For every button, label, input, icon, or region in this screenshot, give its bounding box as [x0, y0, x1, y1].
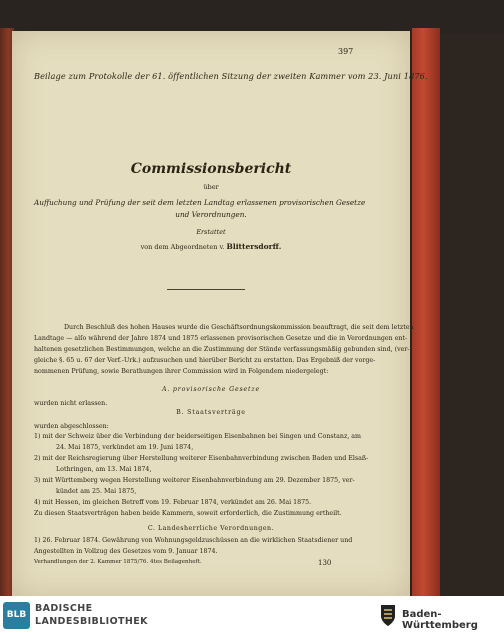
section-c-heading: C. Landesherrliche Verordnungen. — [147, 525, 275, 532]
section-b-line: Zu diesen Staatsverträgen haben beide Kammern, soweit erforderlich, die Zustimmung ertheilt. — [34, 510, 342, 517]
intro-line: Landtage — alſo während der Jahre 1874 und 1875 erlassenen provisorischen Gesetze und die in Verordnungen ent- — [34, 335, 408, 342]
section-b-line: Lothringen, am 13. Mai 1874, — [56, 466, 152, 473]
blb-logo-text: BLB — [6, 610, 27, 620]
section-c-line: 1) 26. Februar 1874. Gewährung von Wohnungsgeldzuschüssen an die wirklichen Staatsdiener und — [34, 537, 353, 544]
header-line: Beilage zum Protokolle der 61. öffentlichen Sitzung der zweiten Kammer vom 23. Juni 1876. — [34, 71, 428, 81]
page-number: 397 — [338, 47, 354, 56]
library-name-line-2: LANDESBIBLIOTHEK — [35, 616, 148, 627]
document-title: Commissionsbericht — [130, 161, 292, 177]
book-background — [440, 34, 504, 596]
state-name: Baden-Württemberg — [402, 609, 478, 631]
section-c-line: Angestellten in Vollzug des Gesetzes vom 9. Januar 1874. — [34, 548, 218, 555]
intro-line: haltenen gesetzlichen Bestimmungen, welche an die Zustimmung der Stände verfassungsmäßig gebunden sind, (ver- — [34, 346, 410, 353]
reporter-prefix: von dem Abgeordneten v. — [140, 243, 225, 251]
intro-line: Durch Beschluß des hohen Hauses wurde die Geschäftsordnungskommission beauftragt, die seit dem letzten — [64, 324, 414, 331]
reporter-name: Blittersdorff. — [226, 242, 282, 251]
section-a-heading: A. provisorische Gesetze — [161, 386, 261, 393]
section-b-intro: wurden abgeschlossen: — [34, 423, 109, 430]
ueber-text: über — [203, 183, 219, 191]
footer-left: Verhandlungen der 2. Kammer 1875/76. 4tes Beilagenheft. — [34, 559, 202, 565]
branding-bar — [0, 596, 504, 634]
section-b-line: 2) mit der Reichsregierung über Herstellung weiterer Eisenbahnverbindung zwischen Baden und Elsaß- — [34, 455, 369, 462]
book-cover-right-edge — [412, 28, 440, 596]
subtitle-line-2: und Verordnungen. — [175, 210, 247, 219]
intro-line: nommenen Prüfung, sowie Berathungen ihrer Commission wird in Folgendem niedergelegt: — [34, 368, 329, 375]
section-b-line: kündet am 25. Mai 1875, — [56, 488, 137, 495]
section-b-heading: B. Staatsverträge — [176, 409, 246, 416]
subtitle-line-1: Auffuchung und Prüfung der seit dem letzten Landtag erlassenen provisorischen Gesetze — [34, 198, 366, 207]
erstattet-text: Erstattet — [196, 228, 226, 236]
reporter-line — [12, 242, 410, 251]
section-b-line: 3) mit Württemberg wegen Herstellung weiterer Eisenbahnverbindung am 29. Dezember 1875, ver- — [34, 477, 355, 484]
section-b-line: 4) mit Hessen, im gleichen Betreff vom 19. Februar 1874, verkündet am 26. Mai 1875. — [34, 499, 312, 506]
document-page — [12, 31, 428, 596]
intro-line: gleiche §. 65 u. 67 der Verf.-Urk.) aufzusuchen und hierüber Bericht zu erstatten. Das Ergebniß der vorge- — [34, 357, 376, 364]
blb-logo[interactable] — [3, 602, 30, 629]
divider-rule — [167, 289, 245, 290]
section-a-text: wurden nicht erlassen. — [34, 400, 108, 407]
coat-of-arms-icon — [380, 603, 396, 627]
section-b-line: 24. Mai 1875, verkündet am 19. Juni 1874, — [56, 444, 194, 451]
footer-page-number: 130 — [318, 559, 332, 567]
section-b-line: 1) mit der Schweiz über die Verbindung der beiderseitigen Eisenbahnen bei Singen und Constanz, am — [34, 433, 362, 440]
library-name-line-1: BADISCHE — [35, 603, 93, 614]
